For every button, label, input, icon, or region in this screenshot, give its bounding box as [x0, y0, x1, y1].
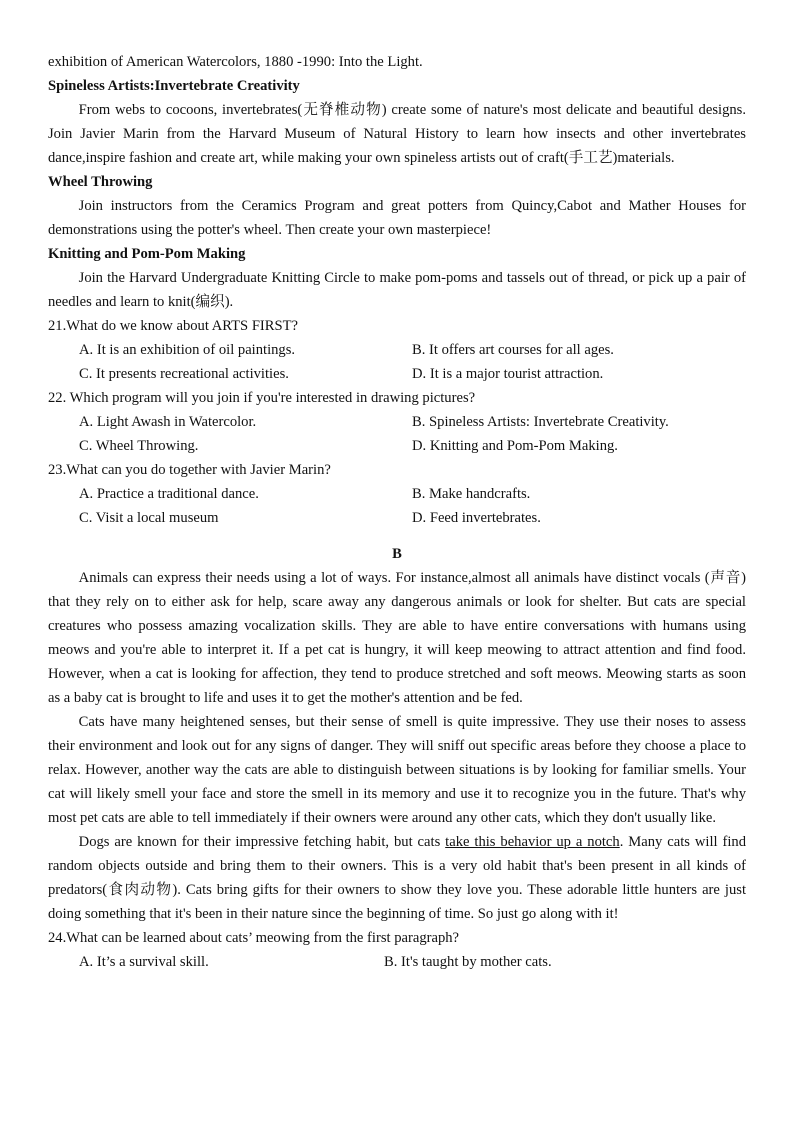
option-22-b: B. Spineless Artists: Invertebrate Creativity. [412, 414, 669, 430]
section-b-paragraph-2: Cats have many heightened senses, but their sense of smell is quite impressive. They use their noses to assess their environment and look out for any signs of danger. They will sniff out specific areas before they choose a place to relax. However, another way the cats are able to distinguish between situations is by looking for familiar smells. Your cat will likely smell your face and store the smell in its memory and use it to recognize you in the future. That's why most pet cats are able to tell immediately if their owners were around any other cats, which they don't usually like. [48, 714, 746, 826]
option-24-b: B. It's taught by mother cats. [384, 954, 552, 970]
intro-line: exhibition of American Watercolors, 1880 -1990: Into the Light. [48, 54, 423, 70]
option-21-a: A. It is an exhibition of oil paintings. [79, 342, 296, 358]
paragraph-3-start: Dogs are known for their impressive fetching habit, but cats [78, 834, 446, 850]
program-text-knitting: Join the Harvard Undergraduate Knitting Circle to make pom-poms and tassels out of thread, or pick up a pair of needles and learn to knit(编织). [48, 270, 746, 310]
options-row [48, 410, 746, 434]
option-24-a: A. It’s a survival skill. [79, 954, 209, 970]
option-23-c: C. Visit a local museum [79, 510, 219, 526]
underlined-phrase: take this behavior up a notch [445, 834, 620, 850]
document-page [48, 50, 746, 974]
option-22-a: A. Light Awash in Watercolor. [79, 414, 257, 430]
question-24: 24.What can be learned about cats’ meowing from the first paragraph? [48, 930, 460, 946]
options-row [48, 362, 746, 386]
program-text-spineless: From webs to cocoons, invertebrates(无脊椎动物) create some of nature's most delicate and beautiful designs. Join Javier Marin from the Harvard Museum of Natural History to learn how insects and other invertebrates dance,inspire fashion and create art, while making your own spineless artists out of craft(手工艺)materials. [48, 102, 746, 166]
question-23: 23.What can you do together with Javier Marin? [48, 462, 331, 478]
program-text-wheel: Join instructors from the Ceramics Program and great potters from Quincy,Cabot and Mather Houses for demonstrations using the potter's wheel. Then create your own masterpiece! [48, 198, 746, 238]
option-23-d: D. Feed invertebrates. [412, 510, 541, 526]
option-23-a: A. Practice a traditional dance. [79, 486, 259, 502]
option-21-b: B. It offers art courses for all ages. [412, 342, 614, 358]
options-row [48, 950, 746, 974]
program-heading-spineless: Spineless Artists:Invertebrate Creativity [48, 78, 300, 94]
options-row [48, 482, 746, 506]
options-row [48, 506, 746, 530]
option-21-c: C. It presents recreational activities. [79, 366, 289, 382]
section-b-paragraph-1: Animals can express their needs using a lot of ways. For instance,almost all animals have distinct vocals (声音) that they rely on to either ask for help, scare away any dangerous animals or look for shelter. But cats are special creatures who possess amazing vocalization skills. They are able to have entire conversations with humans using meows and you're able to interpret it. If a pet cat is hungry, it will keep meowing to attract attention and find food. However, when a cat is looking for affection, they tend to produce stretched and soft meows. Meowing starts as soon as a baby cat is brought to life and uses it to get the mother's attention and be fed. [48, 570, 746, 706]
option-22-c: C. Wheel Throwing. [79, 438, 199, 454]
option-21-d: D. It is a major tourist attraction. [412, 366, 604, 382]
paragraph-3-rest: . Many cats will find random objects outside and bring them to their owners. This is a very old habit that's been present in all kinds of predators(食肉动物). Cats bring gifts for their owners to show they love you. These adorable little hunters are just doing something that it's been in their nature since the beginning of time. So just go along with it! [48, 834, 746, 922]
section-b-paragraph-3 [48, 830, 746, 926]
option-23-b: B. Make handcrafts. [412, 486, 531, 502]
options-row [48, 434, 746, 458]
question-21: 21.What do we know about ARTS FIRST? [48, 318, 299, 334]
program-heading-knitting: Knitting and Pom-Pom Making [48, 246, 246, 262]
options-row [48, 338, 746, 362]
option-22-d: D. Knitting and Pom-Pom Making. [412, 438, 618, 454]
program-heading-wheel: Wheel Throwing [48, 174, 153, 190]
section-b-title: B [392, 546, 402, 562]
question-22: 22. Which program will you join if you're interested in drawing pictures? [48, 390, 476, 406]
